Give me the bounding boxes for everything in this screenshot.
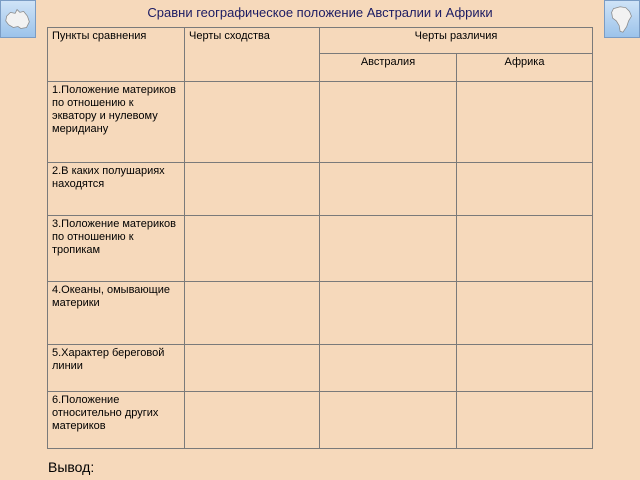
africa-cell: [457, 392, 593, 449]
africa-cell: [457, 282, 593, 345]
row-label: 2.В каких полушариях находятся: [48, 163, 185, 216]
comparison-table: [47, 27, 593, 449]
row-label: 5.Характер береговой линии: [48, 345, 185, 392]
africa-cell: [457, 216, 593, 282]
header-differences: Черты различия: [320, 28, 593, 54]
australia-map-icon: [0, 0, 36, 38]
africa-cell: [457, 163, 593, 216]
table-row: [48, 163, 593, 216]
page-title: Сравни географическое положение Австралии и Африки: [147, 5, 493, 20]
header-africa: Африка: [457, 54, 593, 82]
africa-cell: [457, 345, 593, 392]
similarity-cell: [185, 82, 320, 163]
row-label: 4.Океаны, омывающие материки: [48, 282, 185, 345]
row-label: 1.Положение материков по отношению к экватору и нулевому меридиану: [48, 82, 185, 163]
row-label: 3.Положение материков по отношению к тропикам: [48, 216, 185, 282]
similarity-cell: [185, 163, 320, 216]
table-row: [48, 392, 593, 449]
australia-cell: [320, 82, 457, 163]
africa-map-icon: [604, 0, 640, 38]
australia-cell: [320, 392, 457, 449]
table-row: [48, 345, 593, 392]
conclusion-label: Вывод:: [48, 459, 95, 475]
similarity-cell: [185, 282, 320, 345]
table-row: [48, 282, 593, 345]
table-row: [48, 82, 593, 163]
australia-cell: [320, 345, 457, 392]
australia-cell: [320, 282, 457, 345]
africa-cell: [457, 82, 593, 163]
header-points: Пункты сравнения: [48, 28, 185, 82]
header-similarity: Черты сходства: [185, 28, 320, 82]
header-australia: Австралия: [320, 54, 457, 82]
australia-cell: [320, 163, 457, 216]
australia-cell: [320, 216, 457, 282]
table-row: [48, 216, 593, 282]
row-label: 6.Положение относительно других материков: [48, 392, 185, 449]
similarity-cell: [185, 392, 320, 449]
similarity-cell: [185, 345, 320, 392]
similarity-cell: [185, 216, 320, 282]
